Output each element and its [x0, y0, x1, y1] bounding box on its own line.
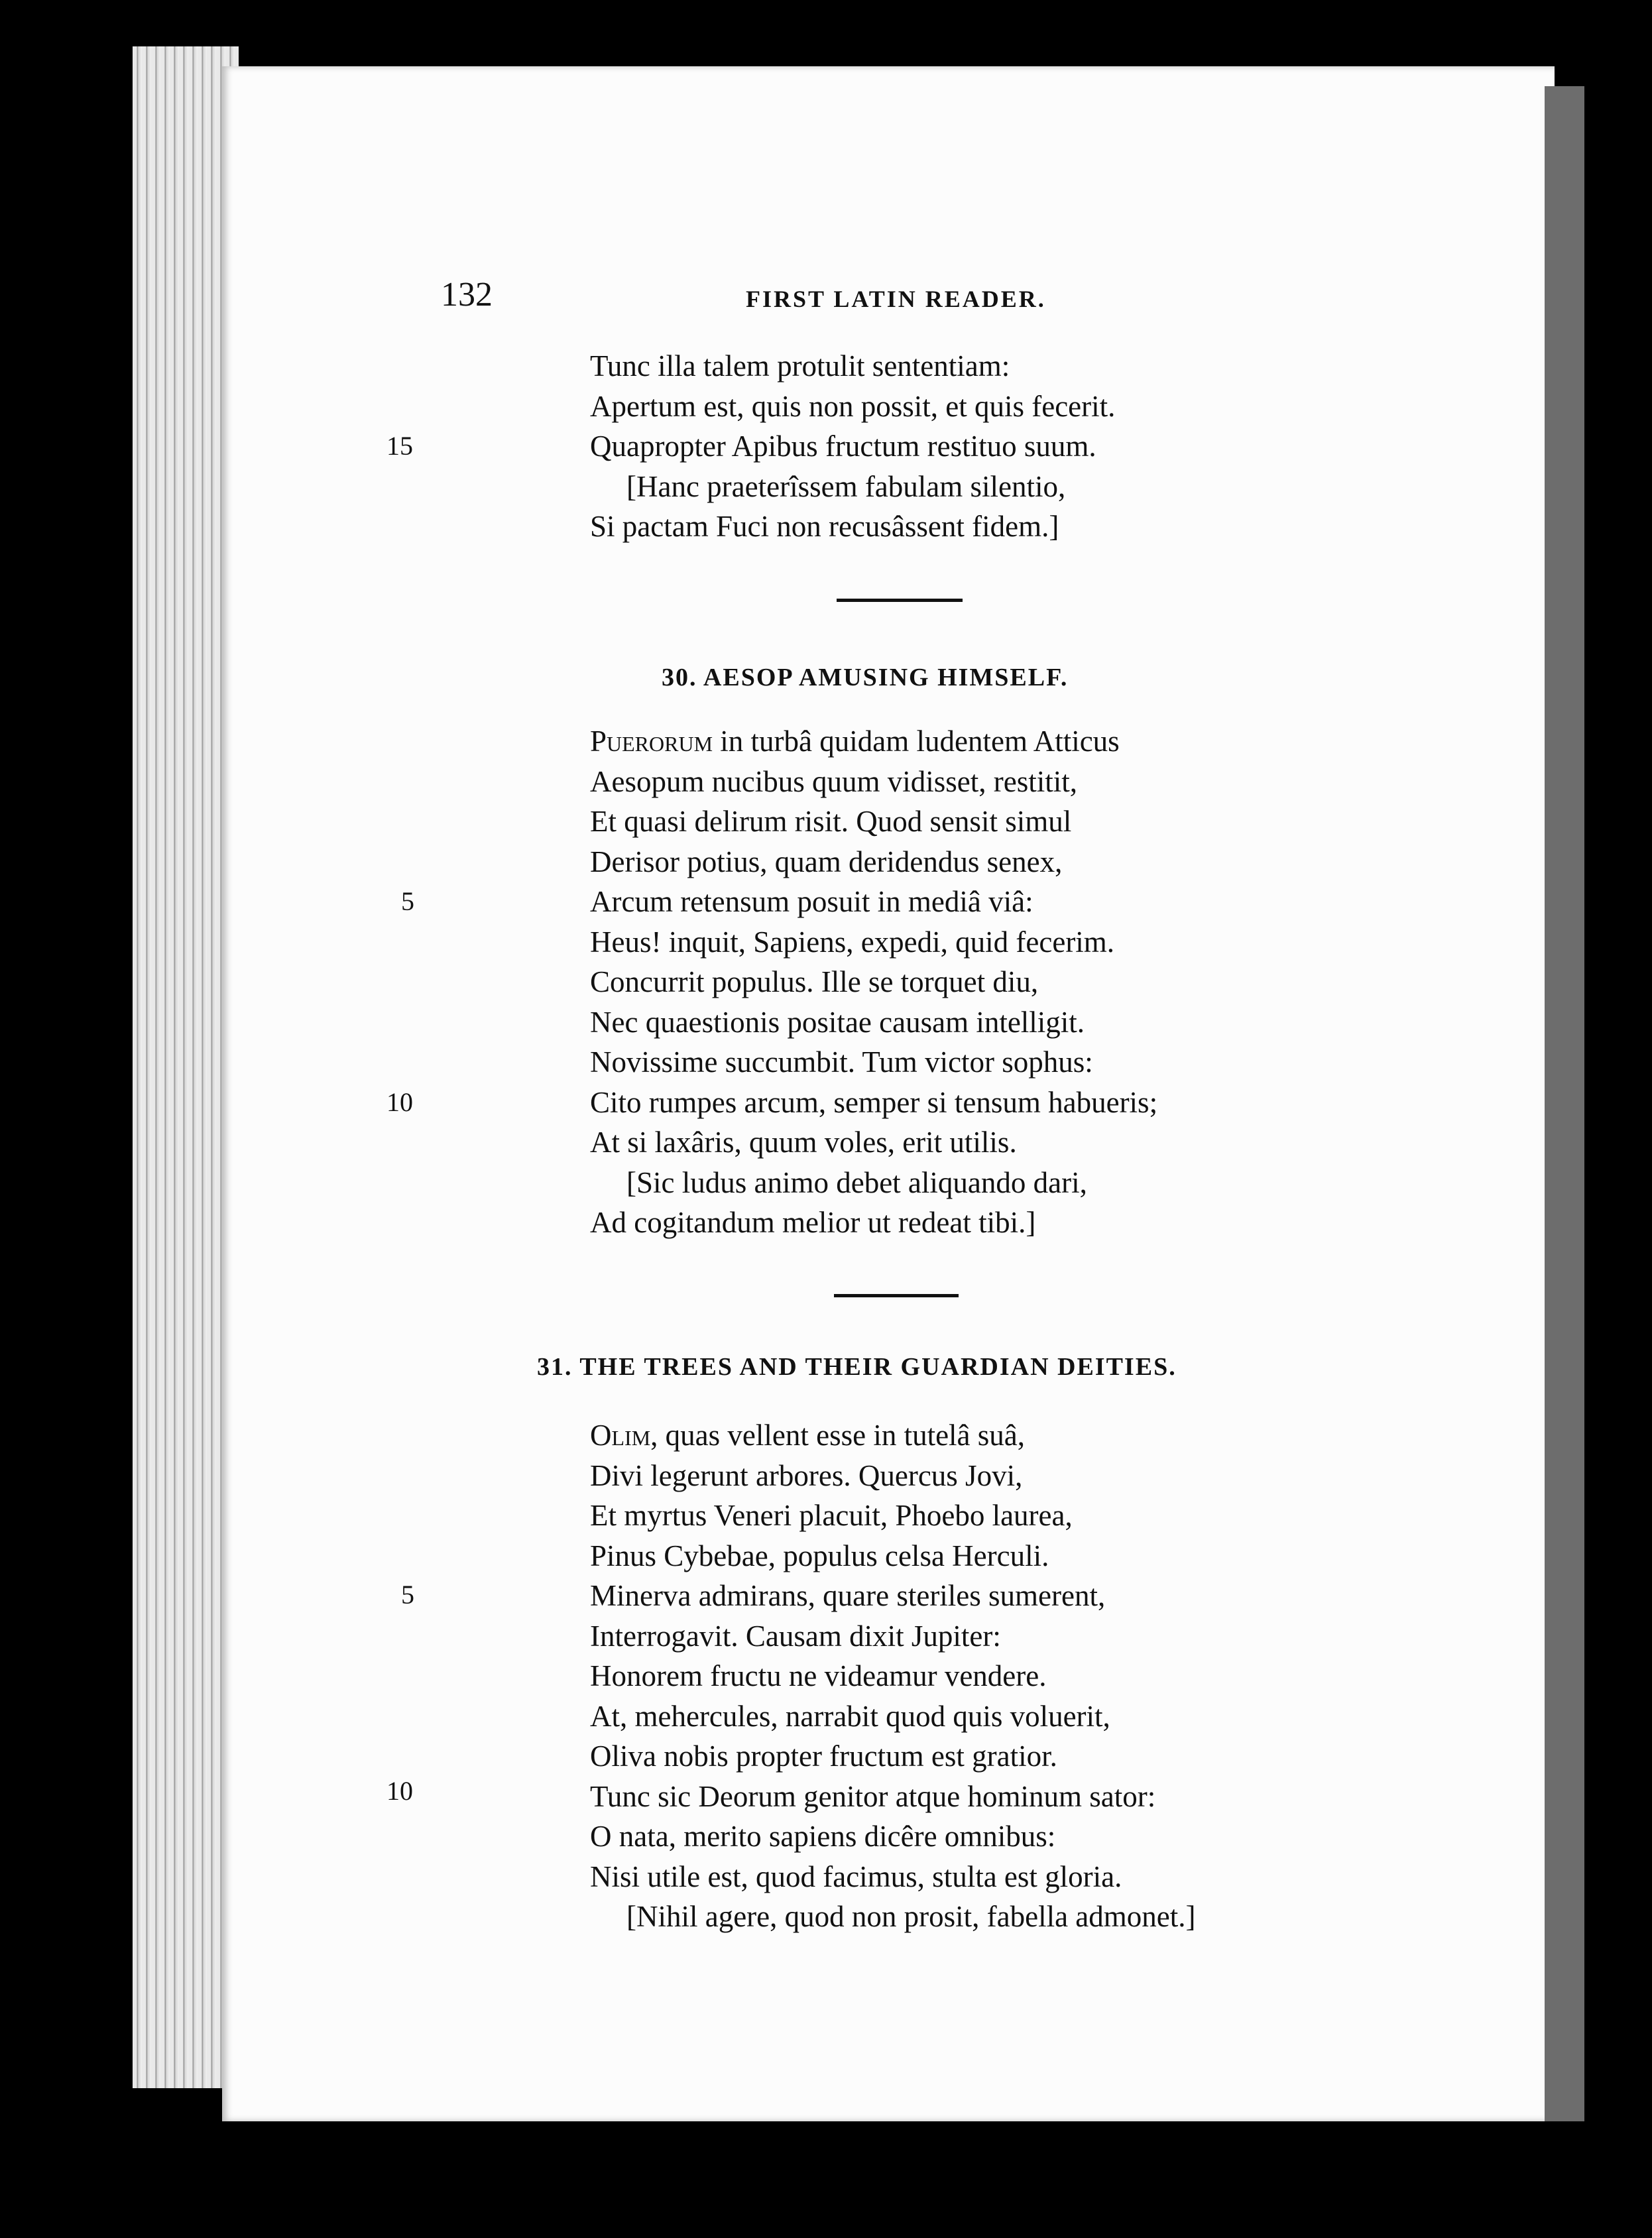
verse-line: Cito rumpes arcum, semper si tensum habueris;	[590, 1085, 1158, 1119]
verse-line-rest: , quas vellent esse in tutelâ suâ,	[650, 1419, 1026, 1452]
verse-line: Concurrit populus. Ille se torquet diu,	[590, 965, 1039, 998]
verse-line: Et myrtus Veneri placuit, Phoebo laurea,	[590, 1499, 1073, 1532]
line-number: 5	[401, 886, 414, 916]
drop-word: Puerorum	[590, 725, 713, 758]
line-number: 5	[401, 1580, 414, 1610]
verse-line: Tunc illa talem protulit sententiam:	[590, 349, 1010, 383]
verse-line	[590, 721, 1465, 762]
verse-line: Tunc sic Deorum genitor atque hominum sator:	[590, 1779, 1156, 1813]
verse-line: Quapropter Apibus fructum restituo suum.	[590, 430, 1096, 463]
verse-line-moral: [Nihil agere, quod non prosit, fabella admonet.]	[626, 1900, 1196, 1933]
verse-line: Novissime succumbit. Tum victor sophus:	[590, 1045, 1093, 1079]
verse-line-moral: [Hanc praeterîssem fabulam silentio,	[626, 469, 1066, 503]
background-right	[1584, 80, 1652, 2238]
verse-line: O nata, merito sapiens dicêre omnibus:	[590, 1820, 1056, 1853]
verse-line-rest: in turbâ quidam ludentem Atticus	[713, 725, 1120, 758]
running-head: FIRST LATIN READER.	[746, 286, 1046, 312]
verse-line: Heus! inquit, Sapiens, expedi, quid fecerim.	[590, 925, 1115, 959]
verse-line: Oliva nobis propter fructum est gratior.	[590, 1739, 1057, 1773]
verse-line: Interrogavit. Causam dixit Jupiter:	[590, 1619, 1001, 1653]
verse-line: At, mehercules, narrabit quod quis voluerit,	[590, 1699, 1110, 1733]
verse-line: Nec quaestionis positae causam intelligit.	[590, 1005, 1085, 1039]
fable29-end-verse	[590, 346, 1465, 547]
verse-line-moral: [Sic ludus animo debet aliquando dari,	[626, 1165, 1087, 1199]
verse-line: Et quasi delirum risit. Quod sensit simul	[590, 805, 1072, 838]
background-bottom	[222, 2121, 1652, 2238]
verse-line: Derisor potius, quam deridendus senex,	[590, 845, 1063, 878]
next-page-edge	[1545, 86, 1584, 2148]
verse-line: At si laxâris, quum voles, erit utilis.	[590, 1126, 1017, 1159]
line-number: 15	[386, 431, 413, 461]
verse-line-moral: Si pactam Fuci non recusâssent fidem.]	[590, 510, 1059, 543]
section-divider	[834, 1294, 959, 1297]
line-number: 10	[386, 1087, 413, 1117]
verse-line: Nisi utile est, quod facimus, stulta est gloria.	[590, 1859, 1122, 1893]
section-divider	[837, 599, 963, 602]
line-number: 10	[386, 1776, 413, 1806]
verse-line: Arcum retensum posuit in mediâ viâ:	[590, 885, 1033, 918]
verse-line: Pinus Cybebae, populus celsa Herculi.	[590, 1539, 1049, 1572]
verse-line: Aesopum nucibus quum vidisset, restitit,	[590, 764, 1077, 798]
fable30-title: 30. AESOP AMUSING HIMSELF.	[662, 664, 1069, 691]
verse-line: Divi legerunt arbores. Quercus Jovi,	[590, 1458, 1023, 1492]
fable30-verse	[590, 721, 1465, 1243]
verse-line-moral: Ad cogitandum melior ut redeat tibi.]	[590, 1206, 1036, 1239]
fable31-title: 31. THE TREES AND THEIR GUARDIAN DEITIES.	[537, 1353, 1177, 1381]
verse-line: Minerva admirans, quare steriles sumerent,	[590, 1579, 1106, 1612]
verse-line: Honorem fructu ne videamur vendere.	[590, 1659, 1047, 1692]
fable31-verse	[590, 1415, 1465, 1937]
verse-line: Apertum est, quis non possit, et quis fecerit.	[590, 389, 1116, 423]
verse-line	[590, 1415, 1465, 1456]
page-number: 132	[441, 276, 493, 314]
drop-word: Olim	[590, 1419, 651, 1452]
